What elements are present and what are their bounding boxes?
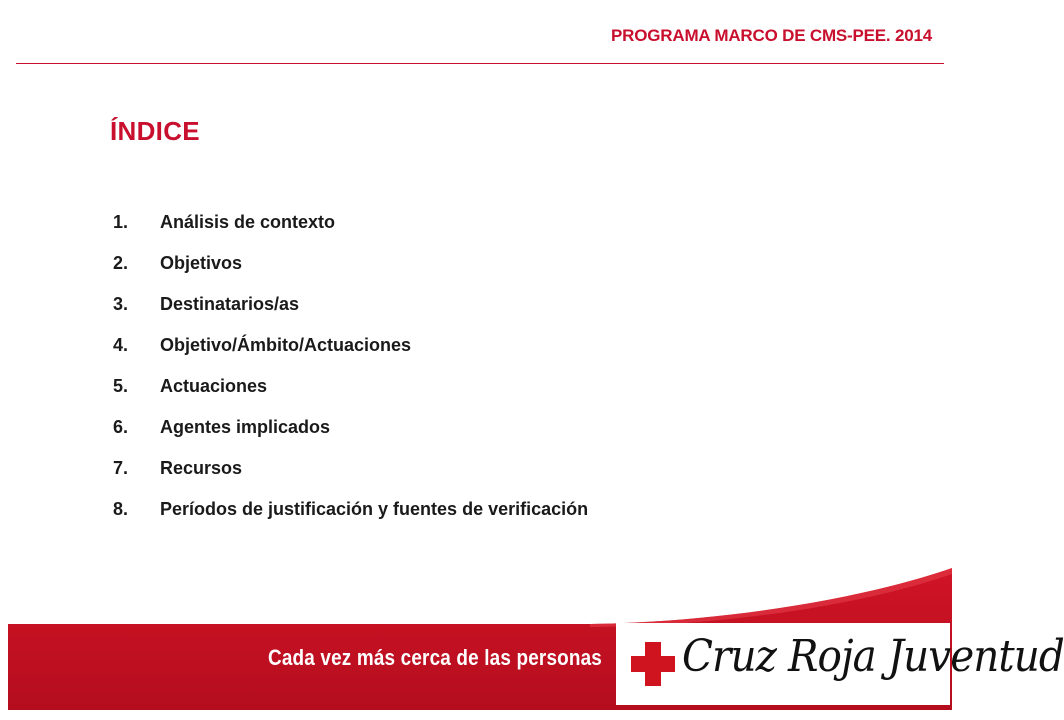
toc-item-label: Períodos de justificación y fuentes de verificación — [160, 499, 589, 519]
page-title: ÍNDICE — [110, 116, 200, 146]
toc-item-number: 5. — [113, 376, 129, 396]
toc-item-label: Análisis de contexto — [160, 212, 336, 232]
toc-item-number: 8. — [113, 499, 129, 519]
header-divider — [16, 63, 944, 64]
footer-slogan: Cada vez más cerca de las personas — [268, 645, 602, 670]
table-of-contents — [113, 212, 588, 540]
toc-item-4 — [113, 335, 588, 376]
toc-item-number: 3. — [113, 294, 129, 314]
toc-item-number: 6. — [113, 417, 129, 437]
toc-item-number: 4. — [113, 335, 129, 355]
toc-item-label: Objetivos — [160, 253, 243, 273]
toc-item-label: Agentes implicados — [160, 417, 331, 437]
cruz-roja-juventud-logo — [616, 623, 1064, 705]
document-header-title: PROGRAMA MARCO DE CMS-PEE. 2014 — [611, 26, 932, 45]
toc-item-3 — [113, 294, 588, 335]
toc-item-number: 1. — [113, 212, 129, 232]
toc-item-6 — [113, 417, 588, 458]
logo-wordmark: Cruz Roja Juventud — [682, 631, 1064, 682]
toc-item-2 — [113, 253, 588, 294]
toc-item-label: Destinatarios/as — [160, 294, 300, 314]
toc-item-number: 7. — [113, 458, 129, 478]
red-cross-icon — [628, 639, 678, 689]
toc-item-number: 2. — [113, 253, 129, 273]
toc-item-1 — [113, 212, 588, 253]
toc-item-label: Actuaciones — [160, 376, 268, 396]
toc-item-5 — [113, 376, 588, 417]
toc-item-label: Recursos — [160, 458, 243, 478]
toc-item-label: Objetivo/Ámbito/Actuaciones — [160, 335, 412, 355]
toc-item-8 — [113, 499, 588, 540]
toc-item-7 — [113, 458, 588, 499]
